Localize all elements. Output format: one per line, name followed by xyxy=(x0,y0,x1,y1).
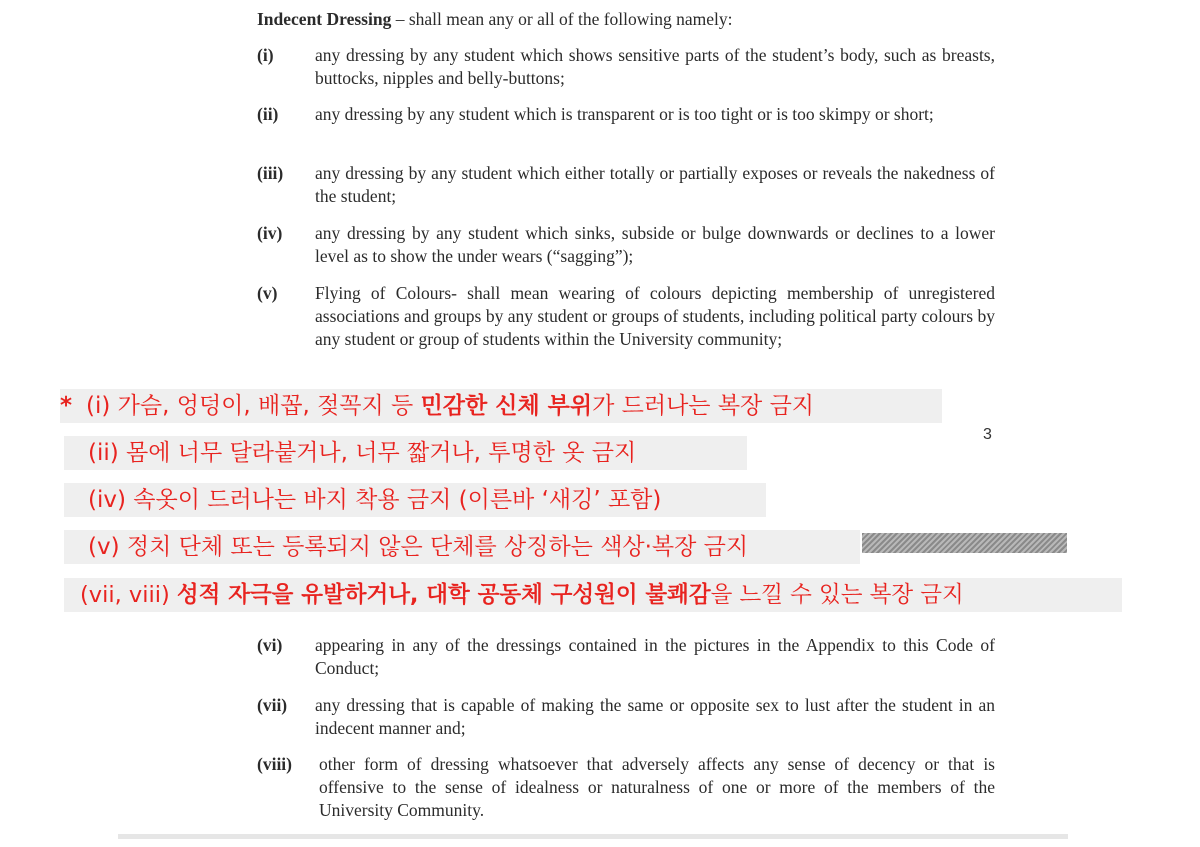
annotation-text: (v) 정치 단체 또는 등록되지 않은 단체를 상징하는 색상·복장 금지 xyxy=(88,534,749,560)
annotation-line-1 xyxy=(60,389,942,423)
item-text: other form of dressing whatsoever that adversely affects any sense of decency or that is offensive to the sense of idealness or naturalness of one or more of the members of the University Community. xyxy=(319,754,995,820)
item-number: (iv) xyxy=(257,223,283,243)
definition-heading xyxy=(257,8,733,30)
annotation-line-3 xyxy=(64,483,766,517)
item-number: (viii) xyxy=(257,754,292,774)
annotation-text: 가 드러나는 복장 금지 xyxy=(592,393,815,419)
item-text: any dressing by any student which is transparent or is too tight or is too skimpy or short; xyxy=(315,104,934,124)
item-term: Flying of Colours- xyxy=(315,283,457,303)
page-number: 3 xyxy=(983,426,992,443)
definition-term: Indecent Dressing xyxy=(257,9,392,29)
redaction-hatch-bar xyxy=(862,533,1067,553)
page-bottom-rule xyxy=(118,834,1068,839)
item-text: any dressing that is capable of making the same or opposite sex to lust after the student in an indecent manner and; xyxy=(315,695,995,738)
item-number: (v) xyxy=(257,283,278,303)
item-text xyxy=(315,282,995,351)
annotation-line-2 xyxy=(64,436,747,470)
annotation-text: (i) 가슴, 엉덩이, 배꼽, 젖꼭지 등 xyxy=(86,393,421,419)
annotation-line-4 xyxy=(64,530,860,564)
list-item xyxy=(257,44,997,90)
item-number: (iii) xyxy=(257,163,284,183)
item-definition: shall mean wearing of colours depicting membership of unregistered associations and groups by any student or groups of students, including political party colours by any student or group of students within the University community; xyxy=(315,283,995,349)
item-number: (vi) xyxy=(257,635,283,655)
annotation-line-5 xyxy=(64,578,1122,612)
list-item xyxy=(257,694,997,740)
list-item xyxy=(257,162,997,208)
item-text: any dressing by any student which sinks, subside or bulge downwards or declines to a lower level as to show the under wears (“sagging”); xyxy=(315,223,995,266)
definition-intro: – shall mean any or all of the following namely: xyxy=(391,9,733,29)
annotation-text: (iv) 속옷이 드러나는 바지 착용 금지 (이른바 ‘새깅’ 포함) xyxy=(88,487,662,513)
item-number: (ii) xyxy=(257,104,279,124)
item-number: (i) xyxy=(257,45,274,65)
annotation-emphasis: 성적 자극을 유발하거나, 대학 공동체 구성원이 불쾌감 xyxy=(176,582,711,608)
item-text: appearing in any of the dressings contained in the pictures in the Appendix to this Code of Conduct; xyxy=(315,635,995,678)
list-item xyxy=(257,282,997,374)
list-item xyxy=(257,222,997,268)
list-item xyxy=(257,634,997,680)
item-text: any dressing by any student which either totally or partially exposes or reveals the nakedness of the student; xyxy=(315,163,995,206)
list-item xyxy=(257,753,997,823)
annotation-text: (ii) 몸에 너무 달라붙거나, 너무 짧거나, 투명한 옷 금지 xyxy=(88,440,637,466)
annotation-text: (vii, viii) xyxy=(80,582,177,608)
annotation-emphasis: 민감한 신체 부위 xyxy=(420,393,593,419)
annotation-asterisk: * xyxy=(60,393,73,419)
item-text: any dressing by any student which shows sensitive parts of the student’s body, such as breasts, buttocks, nipples and belly-buttons; xyxy=(315,45,995,88)
list-item xyxy=(257,103,997,149)
annotation-text: 을 느낄 수 있는 복장 금지 xyxy=(710,582,964,608)
item-number: (vii) xyxy=(257,695,288,715)
